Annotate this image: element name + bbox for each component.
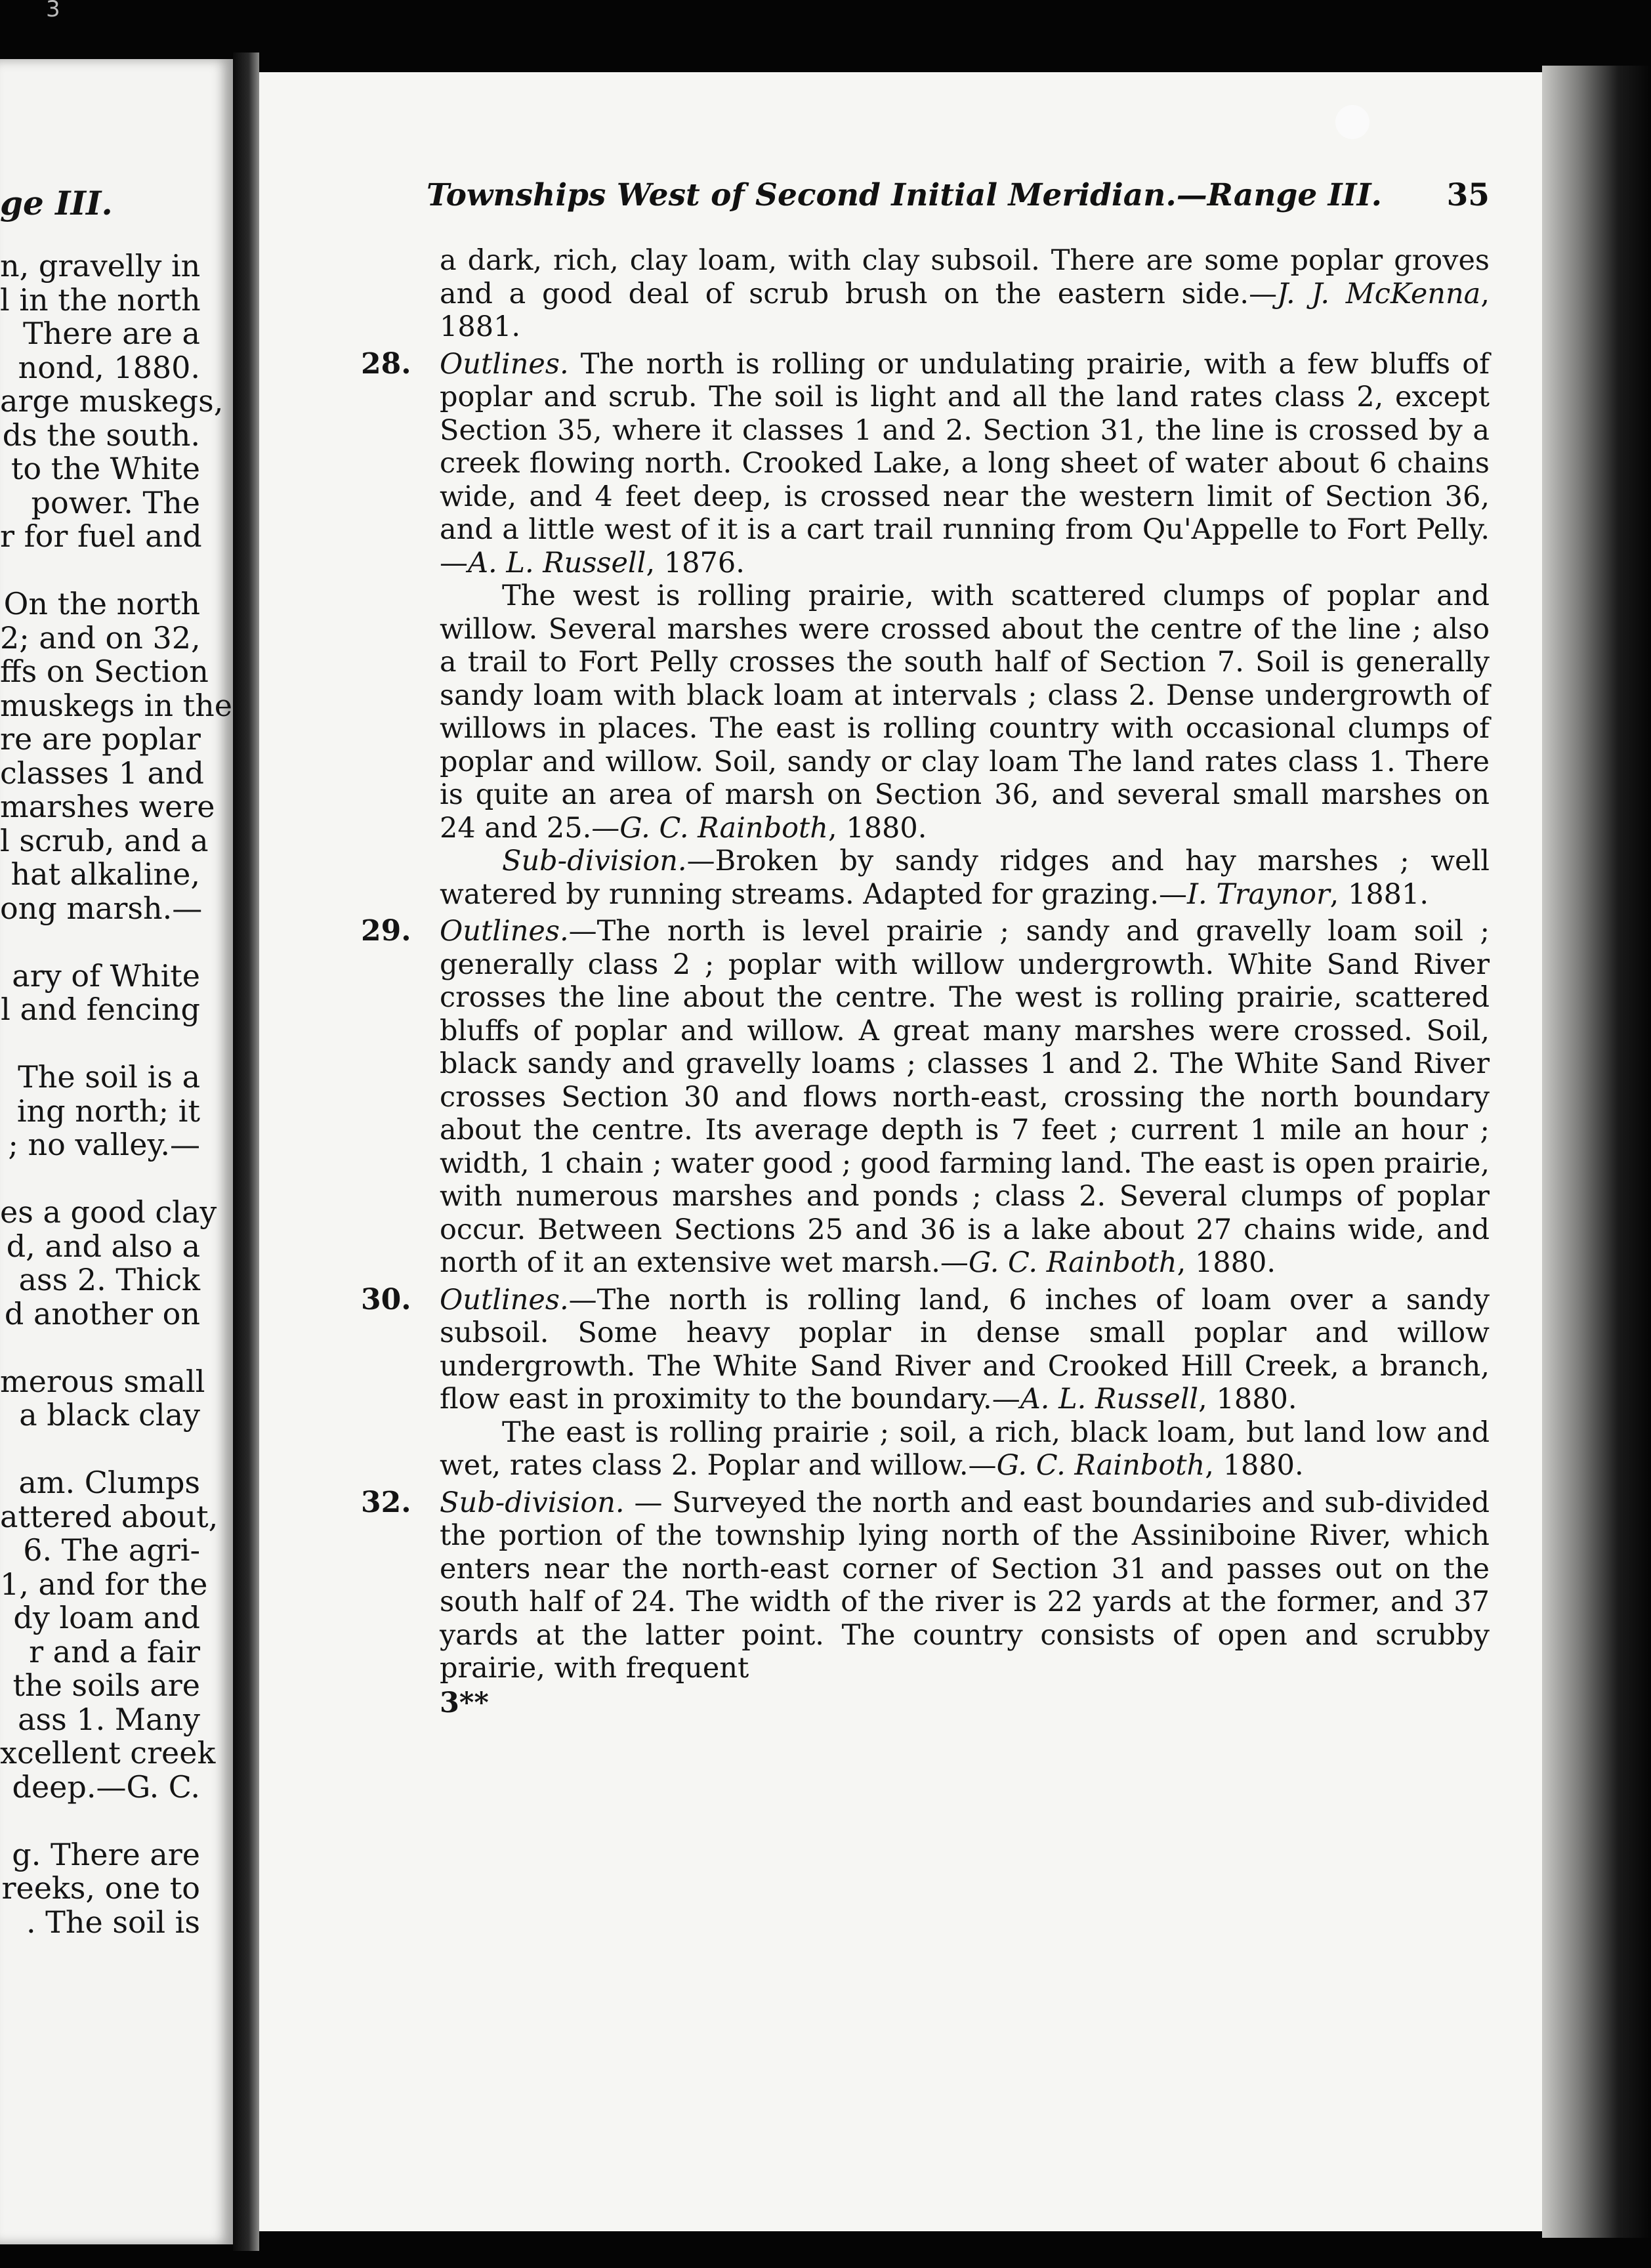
left-page-gap <box>0 925 200 959</box>
left-page-line: ffs on Section <box>0 654 209 689</box>
paragraph-text: The west is rolling prairie, with scattered clumps of poplar and willow. Several marshes were crossed about the centre of the line ; also a trail to Fort Pelly crosses the south half of Section 7. Soil is generally sandy loam with black loam at intervals ; class 2. Dense undergrowth of willows in places. The east is rolling country with occasional clumps of poplar and willow. Soil, sandy or clay loam The land rates class 1. There is quite an area of marsh on Section 36, and several small marshes on 24 and 25.— <box>440 579 1490 845</box>
left-page-line: ass 2. Thick <box>18 1262 200 1297</box>
paragraph-text: — Surveyed the north and east boundaries and sub-divided the portion of the township lying north of the Assiniboine River, which enters near the north-east corner of Section 31 and passes out on the south half of 24. The width of the river is 22 yards at the former, and 37 yards at the latter point. The country consists of open and scrubby prairie, with frequent <box>440 1486 1490 1685</box>
left-page-line: ds the south. <box>2 417 200 453</box>
surveyor-signature: I. Traynor <box>1187 877 1330 911</box>
left-page-line: ary of White <box>12 957 200 994</box>
surveyor-signature: A. L. Russell <box>1020 1383 1199 1416</box>
left-page-line: xcellent creek <box>0 1735 216 1771</box>
left-page-line: a black clay <box>19 1397 200 1433</box>
paper-spot <box>1335 105 1369 139</box>
section-label: Outlines. <box>440 347 569 381</box>
left-page-line: r for fuel and <box>0 518 202 554</box>
township-entry-paragraph <box>361 1284 1490 1416</box>
left-page-gap <box>0 1331 200 1365</box>
left-page-line: attered about, <box>0 1498 219 1534</box>
survey-year: , 1876. <box>646 546 745 579</box>
left-page-line: d another on <box>4 1295 200 1332</box>
left-page-line: to the White <box>10 451 200 486</box>
running-head-title: Townships West of Second Initial Meridian.—Range III. <box>427 177 1382 213</box>
left-page-line: ; no valley.— <box>8 1127 200 1162</box>
surveyor-signature: A. L. Russell <box>468 546 646 579</box>
left-page-line: am. Clumps <box>18 1465 200 1500</box>
running-head <box>427 177 1490 213</box>
township-number: 32. <box>361 1485 411 1519</box>
section-label: Outlines. <box>440 915 569 948</box>
paragraph-text: —The north is level prairie ; sandy and gravelly loam soil ; generally class 2 ; poplar with willow undergrowth. White Sand River crosses the line about the centre. The west is rolling prairie, scattered bluffs of poplar and willow. A great many marshes were crossed. Soil, black sandy and gravelly loams ; classes 1 and 2. The White Sand River crosses Section 30 and flows north-east, crossing the north boundary about the centre. Its average depth is 7 feet ; current 1 mile an hour ; width, 1 chain ; water good ; good farming land. The east is open prairie, with numerous marshes and ponds ; class 2. Several clumps of poplar occur. Between Sections 25 and 36 is a lake about 27 chains wide, and north of it an extensive wet marsh.— <box>440 915 1490 1279</box>
left-page-line: 2; and on 32, <box>0 620 201 656</box>
left-page-line: nond, 1880. <box>18 349 200 385</box>
left-page-line: muskegs in the <box>0 687 232 723</box>
left-page-gap <box>0 1433 200 1467</box>
left-page-text <box>0 248 232 1940</box>
left-page-line: There are a <box>22 316 200 351</box>
left-page-line: 1, and for the <box>0 1566 208 1602</box>
left-page-line: The soil is a <box>18 1059 200 1095</box>
left-page-gap <box>0 1804 200 1838</box>
survey-year: , 1880. <box>1198 1383 1297 1416</box>
paragraph-text: —The north is rolling land, 6 inches of loam over a sandy subsoil. Some heavy poplar in dense small poplar and willow undergrowth. The White Sand River and Crooked Hill Creek, a branch, flow east in proximity to the boundary.— <box>440 1283 1490 1416</box>
continuation-paragraph <box>361 244 1490 344</box>
right-page <box>259 72 1542 2231</box>
left-page-gap <box>0 1027 200 1061</box>
surveyor-signature: G. C. Rainboth <box>968 1246 1177 1279</box>
left-page-header: ge III. <box>0 184 113 222</box>
section-label: Sub-division. <box>502 845 687 877</box>
left-page <box>0 59 233 2244</box>
left-page-line: arge muskegs, <box>0 383 224 419</box>
township-entry-paragraph <box>361 348 1490 580</box>
page-body <box>361 244 1490 1719</box>
survey-year: , 1881. <box>440 277 1490 343</box>
left-page-line: deep.—G. C. <box>12 1769 200 1805</box>
township-entry-paragraph <box>361 579 1490 845</box>
township-number: 30. <box>361 1282 411 1316</box>
left-page-gap <box>0 554 200 588</box>
left-page-line: merous small <box>0 1363 205 1399</box>
section-label: Sub-division. <box>440 1486 625 1519</box>
paragraph-text: —Broken by sandy ridges and hay marshes ; well watered by running streams. Adapted for grazing.— <box>440 845 1490 911</box>
left-page-line: On the north <box>3 586 200 621</box>
township-number: 29. <box>361 914 411 948</box>
surveyor-signature: G. C. Rainboth <box>996 1449 1205 1482</box>
survey-year: , 1880. <box>1177 1246 1276 1279</box>
left-page-line: hat alkaline, <box>10 856 200 892</box>
scan-corner-mark: 3 <box>46 0 60 22</box>
left-page-line: d, and also a <box>6 1228 200 1264</box>
left-page-line: reeks, one to <box>1 1870 200 1906</box>
book-spine <box>233 52 259 2251</box>
left-page-line: es a good clay <box>0 1194 217 1230</box>
survey-year: , 1881. <box>1329 877 1429 911</box>
surveyor-signature: G. C. Rainboth <box>619 811 828 845</box>
survey-year: , 1880. <box>828 811 927 845</box>
left-page-line: dy loam and <box>13 1600 200 1635</box>
page-number: 35 <box>1446 177 1490 213</box>
paragraph-text: The north is rolling or undulating prairie, with a few bluffs of poplar and scrub. The soil is light and all the land rates class 2, except Section 35, where it classes 1 and 2. Section 31, the line is crossed by a creek flowing north. Crooked Lake, a long sheet of water about 6 chains wide, and 4 feet deep, is crossed near the western limit of Section 36, and a little west of it is a cart trail running from Qu'Appelle to Fort Pelly.— <box>440 347 1490 579</box>
survey-year: , 1880. <box>1205 1449 1304 1482</box>
left-page-line: classes 1 and <box>0 755 204 791</box>
left-page-line: r and a fair <box>29 1633 200 1670</box>
left-page-line: l scrub, and a <box>0 822 209 858</box>
left-page-line: l in the north <box>0 282 201 318</box>
left-page-line: 6. The agri- <box>23 1532 200 1568</box>
section-label: Outlines. <box>440 1283 569 1316</box>
township-entry-paragraph <box>361 1416 1490 1482</box>
left-page-line: ong marsh.— <box>0 890 203 926</box>
left-page-line: . The soil is <box>26 1904 200 1940</box>
left-page-line: l and fencing <box>1 992 200 1027</box>
left-page-line: power. The <box>31 484 200 520</box>
surveyor-signature: J. J. McKenna <box>1277 277 1481 310</box>
page-edge-shadow <box>1542 66 1651 2238</box>
township-entry-paragraph <box>361 1486 1490 1685</box>
left-page-line: the soils are <box>12 1668 200 1703</box>
left-page-line: ass 1. Many <box>18 1701 200 1737</box>
left-page-line: n, gravelly in <box>0 248 201 284</box>
left-page-line: ing north; it <box>16 1093 200 1129</box>
left-page-line: re are poplar <box>0 721 201 757</box>
township-entry-paragraph <box>361 845 1490 911</box>
paragraph-text: a dark, rich, clay loam, with clay subsoil. There are some poplar groves and a good deal of scrub brush on the eastern side.— <box>440 244 1490 310</box>
township-entry-paragraph <box>361 915 1490 1280</box>
printer-signature-mark: 3** <box>440 1686 489 1719</box>
township-number: 28. <box>361 346 411 381</box>
left-page-line: g. There are <box>12 1836 200 1872</box>
paragraph-text: The east is rolling prairie ; soil, a rich, black loam, but land low and wet, rates class 2. Poplar and willow.— <box>440 1416 1490 1482</box>
left-page-line: marshes were <box>0 789 215 824</box>
left-page-gap <box>0 1162 200 1196</box>
